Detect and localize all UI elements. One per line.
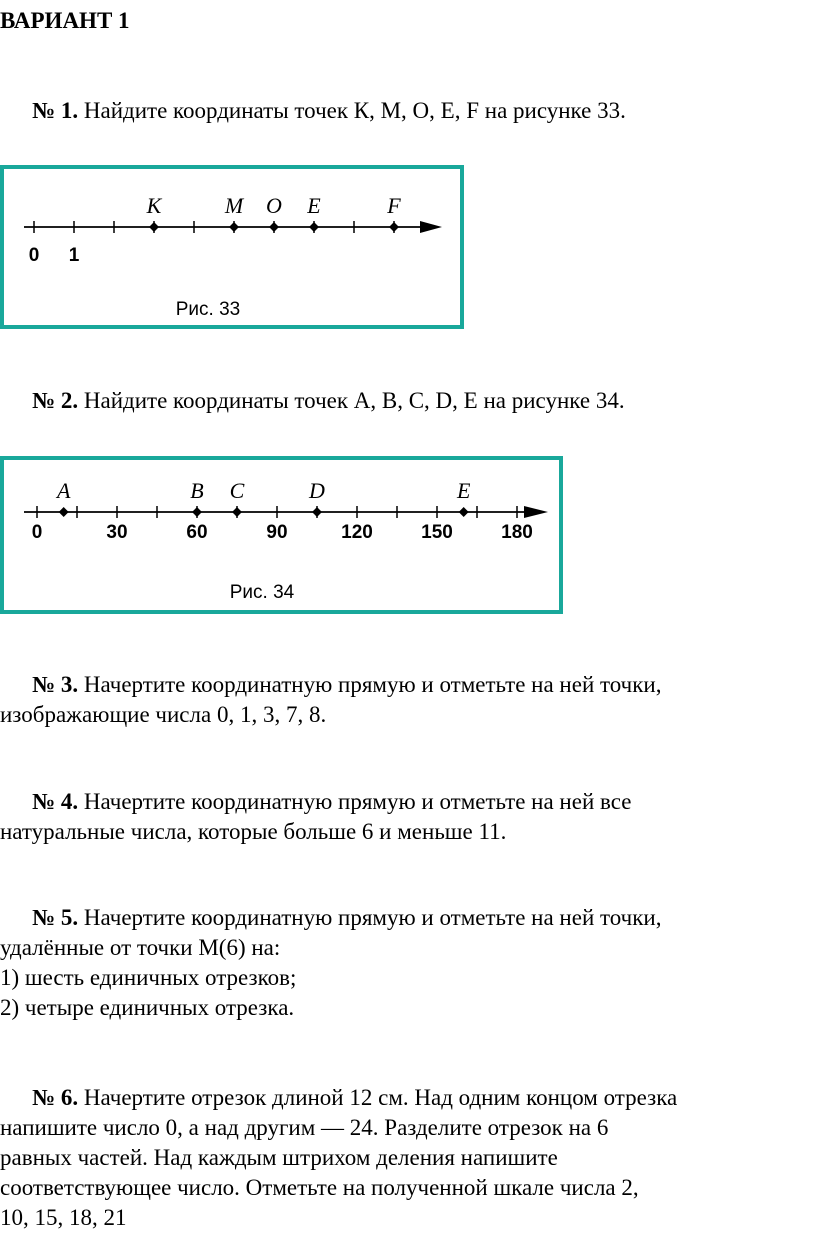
task-number: № 2. <box>32 388 79 413</box>
point-label: C <box>229 478 245 503</box>
point-label: K <box>146 193 162 218</box>
axis-arrow <box>420 221 442 233</box>
task-number: № 1. <box>32 98 79 123</box>
tick-label: 150 <box>421 522 453 543</box>
task-text-line: 2) четыре единичных отрезка. <box>0 995 295 1020</box>
figure-caption: Рис. 34 <box>229 582 295 603</box>
point-marker <box>229 222 239 232</box>
point-label: O <box>266 193 282 218</box>
tick-label: 180 <box>501 522 533 543</box>
point-marker <box>232 507 242 517</box>
point-marker <box>269 222 279 232</box>
tick-label-1: 1 <box>68 245 80 266</box>
task-text-line: соответствующее число. Отметьте на полученной шкале числа 2, <box>0 1175 639 1200</box>
task-text-line: 1) шесть единичных отрезков; <box>0 965 297 990</box>
task-text-line: напишите число 0, а над другим — 24. Разделите отрезок на 6 <box>0 1115 609 1140</box>
point-marker <box>312 507 322 517</box>
point-label: E <box>307 193 321 218</box>
task-number: № 5. <box>32 905 79 930</box>
tick-label: 90 <box>266 522 288 543</box>
point-label: F <box>387 193 401 218</box>
tick-label-0: 0 <box>28 245 40 266</box>
task-text: Начертите координатную прямую и отметьте на ней все <box>78 789 632 814</box>
task-number: № 3. <box>32 672 79 697</box>
point-marker <box>459 507 469 517</box>
task-text-line: изображающие числа 0, 1, 3, 7, 8. <box>0 702 327 727</box>
task-text-line: равных частей. Над каждым штрихом деления напишите <box>0 1145 558 1170</box>
task-6 <box>0 1083 816 1233</box>
page-heading: ВАРИАНТ 1 <box>0 8 130 33</box>
task-3 <box>0 670 816 730</box>
task-text: Начертите координатную прямую и отметьте на ней точки, <box>78 905 662 930</box>
task-text-line: натуральные числа, которые больше 6 и меньше 11. <box>0 819 507 844</box>
point-marker <box>309 222 319 232</box>
point-label: B <box>190 478 204 503</box>
task-text: Начертите координатную прямую и отметьте на ней точки, <box>78 672 662 697</box>
number-line-34 <box>4 460 559 610</box>
task-2 <box>0 386 816 416</box>
point-label: D <box>309 478 325 503</box>
figure-caption: Рис. 33 <box>175 299 241 320</box>
tick-label: 60 <box>186 522 208 543</box>
task-number: № 4. <box>32 789 79 814</box>
task-1 <box>0 96 816 126</box>
task-text-line: 10, 15, 18, 21 <box>0 1205 127 1230</box>
task-number: № 6. <box>32 1085 79 1110</box>
point-marker <box>389 222 399 232</box>
point-label: A <box>56 478 71 503</box>
number-line-33 <box>4 169 460 325</box>
task-text: Найдите координаты точек К, М, О, Е, F на рисунке 33. <box>78 98 626 123</box>
task-text: Начертите отрезок длиной 12 см. Над одним концом отрезка <box>78 1085 678 1110</box>
figure-34 <box>0 456 563 614</box>
task-text-line: удалённые от точки М(6) на: <box>0 935 281 960</box>
point-label: E <box>456 478 471 503</box>
point-marker <box>149 222 159 232</box>
task-text: Найдите координаты точек A, B, C, D, E на рисунке 34. <box>78 388 625 413</box>
tick-label: 0 <box>31 522 43 543</box>
task-5 <box>0 903 816 1023</box>
point-label: M <box>224 193 244 218</box>
figure-33 <box>0 165 464 329</box>
point-marker <box>192 507 202 517</box>
tick-label: 120 <box>341 522 373 543</box>
axis-arrow <box>524 506 548 518</box>
tick-label: 30 <box>106 522 128 543</box>
point-marker <box>59 507 69 517</box>
task-4 <box>0 787 816 847</box>
